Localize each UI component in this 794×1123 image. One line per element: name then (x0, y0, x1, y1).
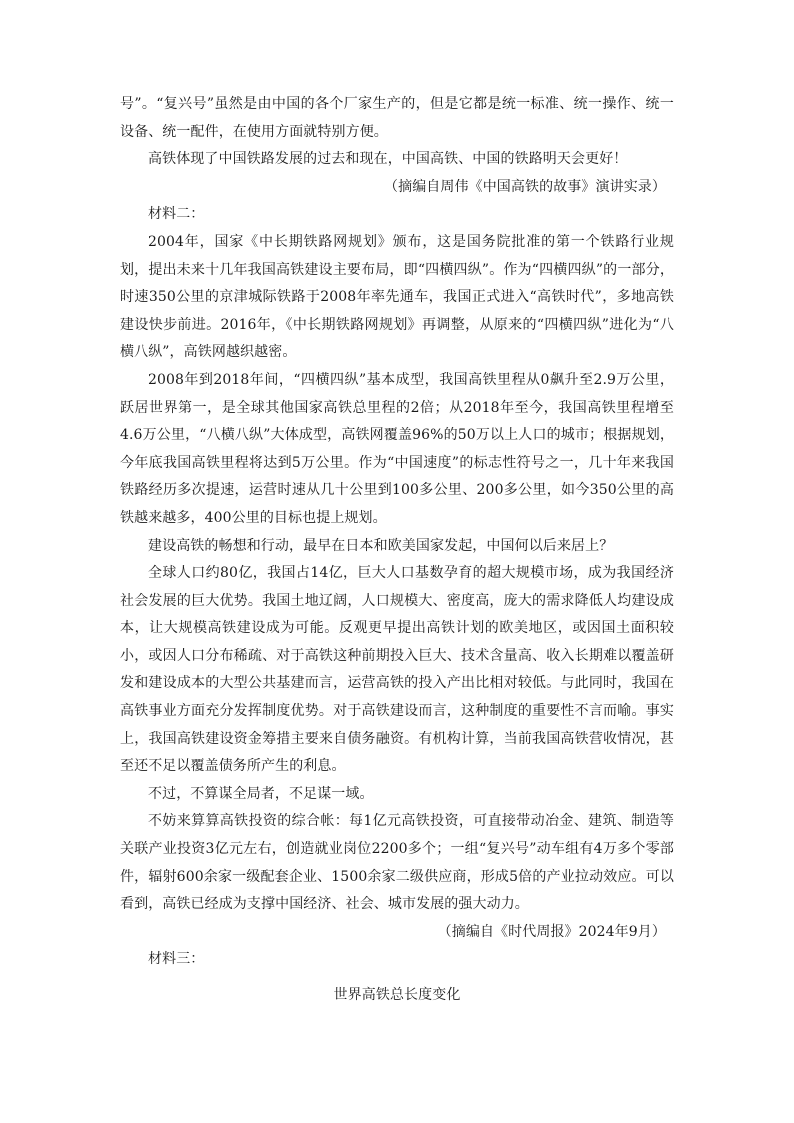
material-three-heading: 材料三： (148, 951, 205, 968)
paragraph-transition: 不过，不算谋全局者，不足谋一域。 (148, 785, 374, 802)
paragraph-fuxing-continued: 号”。“复兴号”虽然是由中国的各个厂家生产的，但是它都是统一标准、统一操作、统一设备、统一配件，在使用方面就特别方便。 (120, 96, 674, 140)
paragraph-railway-plan: 2004年，国家《中长期铁路网规划》颁布，这是国务院批准的第一个铁路行业规划，提出未来十几年我国高铁建设主要布局，即“四横四纵”。作为“四横四纵”的一部分，时速350公里的京津城际铁路于2008年率先通车，我国正式进入“高铁时代”，多地高铁建设快步前进。2016年，《中长期铁路网规划》再调整，从原来的“四横四纵”进化为“八横八纵”，高铁网越织越密。 (120, 233, 674, 361)
paragraph-investment: 不妨来算算高铁投资的综合帐：每1亿元高铁投资，可直接带动冶金、建筑、制造等关联产业投资3亿元左右，创造就业岗位2200多个；一组“复兴号”动车组有4万多个零部件，辐射600余家一级配套企业、1500余家二级供应商，形成5倍的产业拉动效应。可以看到，高铁已经成为支撑中国经济、社会、城市发展的强大动力。 (120, 813, 674, 913)
paragraph-question: 建设高铁的畅想和行动，最早在日本和欧美国家发起，中国何以后来居上？ (148, 537, 614, 554)
chart-caption: 世界高铁总长度变化 (333, 987, 461, 1003)
paragraph-mileage: 2008年到2018年间，“四横四纵”基本成型，我国高铁里程从0飙升至2.9万公里，跃居世界第一，是全球其他国家高铁总里程的2倍；从2018年至今，我国高铁里程增至4.6万公里，“八横八纵”大体成型，高铁网覆盖96%的50万以上人口的城市；根据规划，今年底我国高铁里程将达到5万公里。作为“中国速度”的标志性符号之一，几十年来我国铁路经历多次提速，运营时速从几十公里到100多公里、200多公里，如今350公里的高铁越来越多，400公里的目标也提上规划。 (120, 371, 674, 526)
source-citation-2: （摘编自《时代周报》2024年9月） (437, 923, 666, 940)
material-two-heading: 材料二： (148, 206, 205, 223)
source-citation-1: （摘编自周伟《中国高铁的故事》演讲实录） (384, 178, 666, 195)
paragraph-advantages: 全球人口约80亿，我国占14亿，巨大人口基数孕育的超大规模市场，成为我国经济社会发展的巨大优势。我国土地辽阔，人口规模大、密度高，庞大的需求降低人均建设成本，让大规模高铁建设成为可能。反观更早提出高铁计划的欧美地区，或因国土面积较小，或因人口分布稀疏、对于高铁这种前期投入巨大、技术含量高、收入长期难以覆盖研发和建设成本的大型公共基建而言，运营高铁的投入产出比相对较低。与此同时，我国在高铁事业方面充分发挥制度优势。对于高铁建设而言，这种制度的重要性不言而喻。事实上，我国高铁建设资金筹措主要来自债务融资。有机构计算，当前我国高铁营收情况，甚至还不足以覆盖债务所产生的利息。 (120, 565, 674, 775)
document-page (120, 91, 674, 1010)
paragraph-conclusion: 高铁体现了中国铁路发展的过去和现在，中国高铁、中国的铁路明天会更好！ (148, 151, 628, 168)
